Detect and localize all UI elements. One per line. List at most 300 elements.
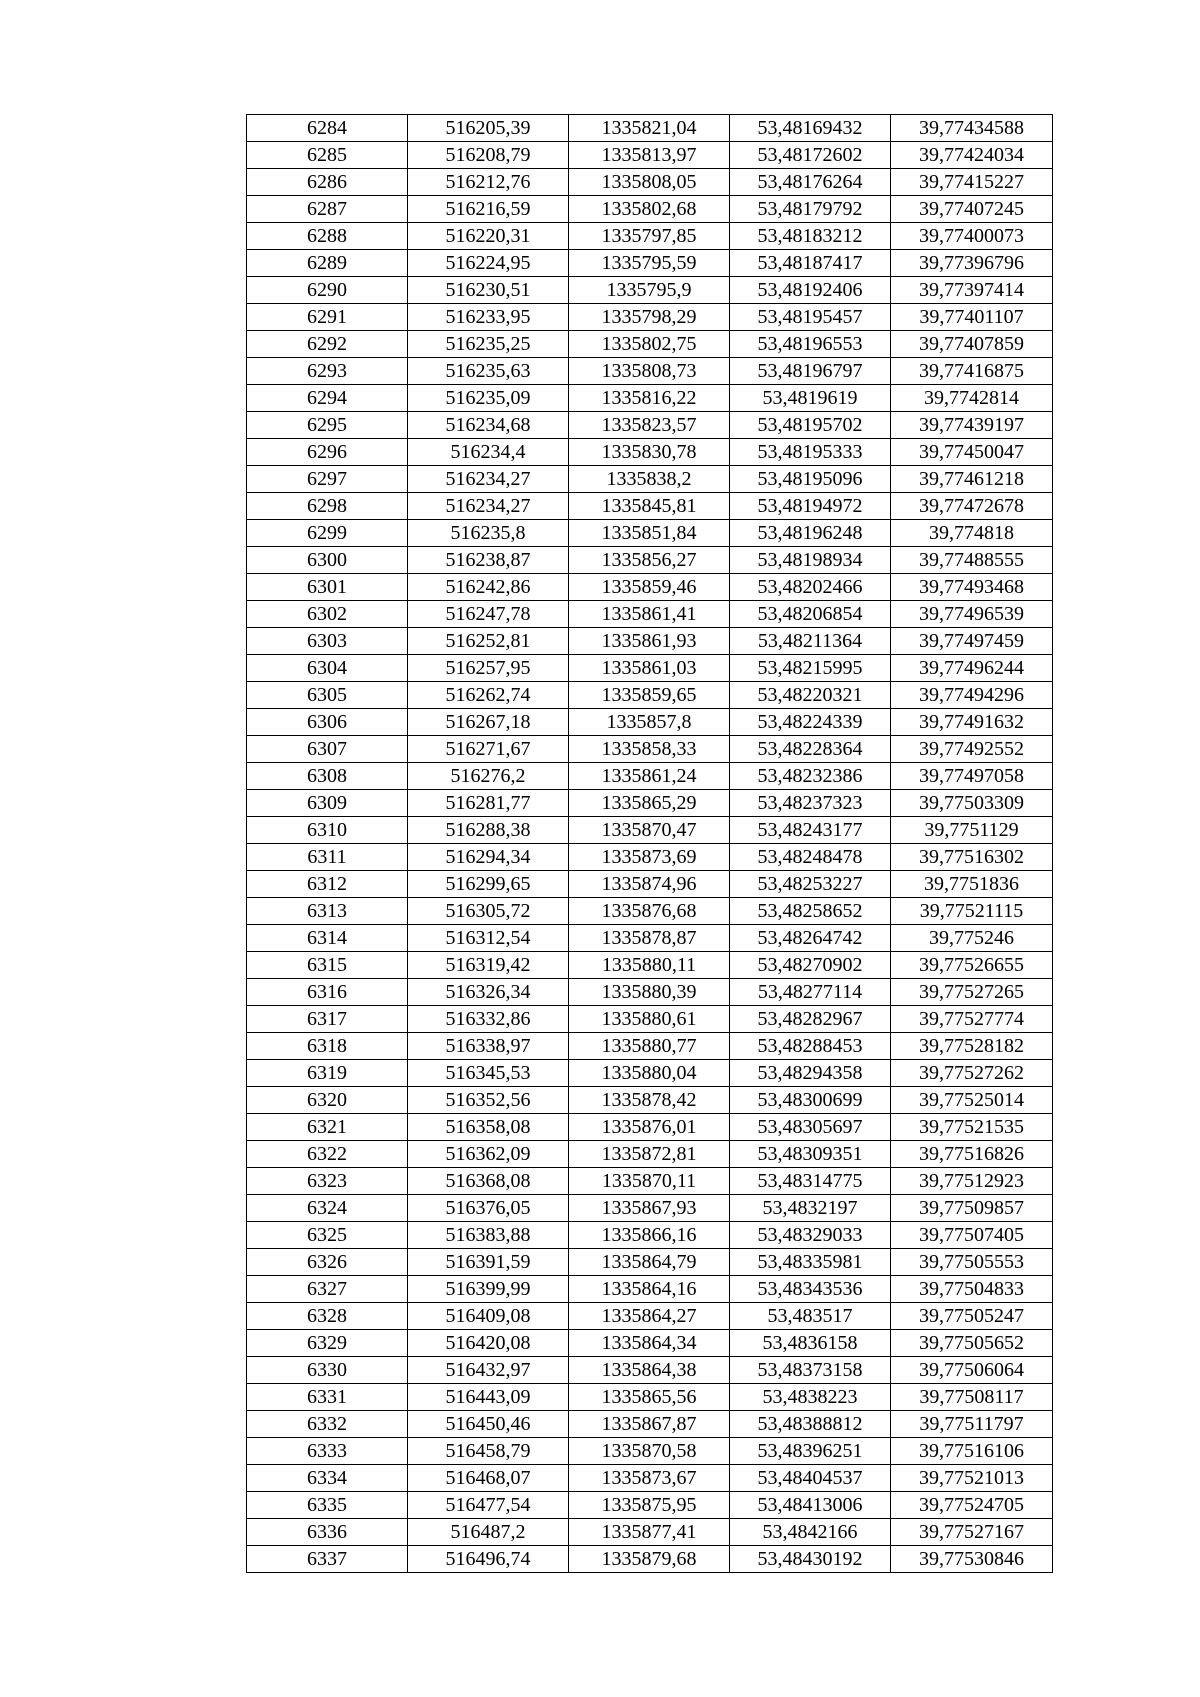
y-coordinate-cell: 1335856,27 [569, 547, 730, 574]
y-coordinate-cell: 1335865,56 [569, 1384, 730, 1411]
longitude-cell: 39,77512923 [891, 1168, 1053, 1195]
x-coordinate-cell: 516487,2 [408, 1519, 569, 1546]
y-coordinate-cell: 1335838,2 [569, 466, 730, 493]
latitude-cell: 53,48300699 [730, 1087, 891, 1114]
table-row [247, 358, 1053, 385]
y-coordinate-cell: 1335875,95 [569, 1492, 730, 1519]
point-number-cell: 6291 [247, 304, 408, 331]
longitude-cell: 39,77509857 [891, 1195, 1053, 1222]
longitude-cell: 39,77511797 [891, 1411, 1053, 1438]
y-coordinate-cell: 1335830,78 [569, 439, 730, 466]
point-number-cell: 6315 [247, 952, 408, 979]
point-number-cell: 6289 [247, 250, 408, 277]
x-coordinate-cell: 516443,09 [408, 1384, 569, 1411]
x-coordinate-cell: 516399,99 [408, 1276, 569, 1303]
y-coordinate-cell: 1335873,69 [569, 844, 730, 871]
y-coordinate-cell: 1335879,68 [569, 1546, 730, 1573]
longitude-cell: 39,77504833 [891, 1276, 1053, 1303]
longitude-cell: 39,77491632 [891, 709, 1053, 736]
point-number-cell: 6304 [247, 655, 408, 682]
x-coordinate-cell: 516305,72 [408, 898, 569, 925]
latitude-cell: 53,48288453 [730, 1033, 891, 1060]
longitude-cell: 39,77516826 [891, 1141, 1053, 1168]
point-number-cell: 6320 [247, 1087, 408, 1114]
point-number-cell: 6309 [247, 790, 408, 817]
longitude-cell: 39,77397414 [891, 277, 1053, 304]
longitude-cell: 39,77424034 [891, 142, 1053, 169]
latitude-cell: 53,48243177 [730, 817, 891, 844]
x-coordinate-cell: 516458,79 [408, 1438, 569, 1465]
table-row [247, 898, 1053, 925]
table-row [247, 628, 1053, 655]
table-row [247, 331, 1053, 358]
latitude-cell: 53,48202466 [730, 574, 891, 601]
y-coordinate-cell: 1335861,41 [569, 601, 730, 628]
x-coordinate-cell: 516345,53 [408, 1060, 569, 1087]
x-coordinate-cell: 516234,27 [408, 466, 569, 493]
latitude-cell: 53,48373158 [730, 1357, 891, 1384]
point-number-cell: 6307 [247, 736, 408, 763]
table-row [247, 1195, 1053, 1222]
y-coordinate-cell: 1335880,77 [569, 1033, 730, 1060]
point-number-cell: 6301 [247, 574, 408, 601]
x-coordinate-cell: 516477,54 [408, 1492, 569, 1519]
point-number-cell: 6324 [247, 1195, 408, 1222]
x-coordinate-cell: 516242,86 [408, 574, 569, 601]
table-row [247, 1168, 1053, 1195]
point-number-cell: 6286 [247, 169, 408, 196]
latitude-cell: 53,48294358 [730, 1060, 891, 1087]
x-coordinate-cell: 516496,74 [408, 1546, 569, 1573]
y-coordinate-cell: 1335880,11 [569, 952, 730, 979]
longitude-cell: 39,77407245 [891, 196, 1053, 223]
point-number-cell: 6326 [247, 1249, 408, 1276]
latitude-cell: 53,48215995 [730, 655, 891, 682]
point-number-cell: 6293 [247, 358, 408, 385]
x-coordinate-cell: 516212,76 [408, 169, 569, 196]
table-row [247, 1033, 1053, 1060]
table-row [247, 547, 1053, 574]
y-coordinate-cell: 1335802,68 [569, 196, 730, 223]
point-number-cell: 6305 [247, 682, 408, 709]
table-row [247, 1060, 1053, 1087]
table-row [247, 520, 1053, 547]
longitude-cell: 39,77400073 [891, 223, 1053, 250]
latitude-cell: 53,48192406 [730, 277, 891, 304]
table-row [247, 682, 1053, 709]
table-row [247, 790, 1053, 817]
longitude-cell: 39,77527262 [891, 1060, 1053, 1087]
table-row [247, 979, 1053, 1006]
point-number-cell: 6306 [247, 709, 408, 736]
longitude-cell: 39,77401107 [891, 304, 1053, 331]
latitude-cell: 53,48232386 [730, 763, 891, 790]
latitude-cell: 53,48187417 [730, 250, 891, 277]
point-number-cell: 6334 [247, 1465, 408, 1492]
table-row [247, 952, 1053, 979]
point-number-cell: 6295 [247, 412, 408, 439]
point-number-cell: 6316 [247, 979, 408, 1006]
x-coordinate-cell: 516368,08 [408, 1168, 569, 1195]
x-coordinate-cell: 516362,09 [408, 1141, 569, 1168]
y-coordinate-cell: 1335816,22 [569, 385, 730, 412]
latitude-cell: 53,4819619 [730, 385, 891, 412]
point-number-cell: 6288 [247, 223, 408, 250]
latitude-cell: 53,48413006 [730, 1492, 891, 1519]
longitude-cell: 39,77521535 [891, 1114, 1053, 1141]
x-coordinate-cell: 516267,18 [408, 709, 569, 736]
point-number-cell: 6303 [247, 628, 408, 655]
table-row [247, 385, 1053, 412]
table-row [247, 1465, 1053, 1492]
latitude-cell: 53,4832197 [730, 1195, 891, 1222]
point-number-cell: 6329 [247, 1330, 408, 1357]
point-number-cell: 6330 [247, 1357, 408, 1384]
table-row [247, 493, 1053, 520]
point-number-cell: 6292 [247, 331, 408, 358]
point-number-cell: 6323 [247, 1168, 408, 1195]
point-number-cell: 6322 [247, 1141, 408, 1168]
x-coordinate-cell: 516338,97 [408, 1033, 569, 1060]
latitude-cell: 53,48179792 [730, 196, 891, 223]
y-coordinate-cell: 1335808,05 [569, 169, 730, 196]
longitude-cell: 39,77472678 [891, 493, 1053, 520]
point-number-cell: 6332 [247, 1411, 408, 1438]
table-row [247, 439, 1053, 466]
y-coordinate-cell: 1335864,16 [569, 1276, 730, 1303]
y-coordinate-cell: 1335861,93 [569, 628, 730, 655]
longitude-cell: 39,77521013 [891, 1465, 1053, 1492]
y-coordinate-cell: 1335845,81 [569, 493, 730, 520]
x-coordinate-cell: 516294,34 [408, 844, 569, 871]
y-coordinate-cell: 1335859,65 [569, 682, 730, 709]
y-coordinate-cell: 1335877,41 [569, 1519, 730, 1546]
x-coordinate-cell: 516208,79 [408, 142, 569, 169]
y-coordinate-cell: 1335797,85 [569, 223, 730, 250]
point-number-cell: 6328 [247, 1303, 408, 1330]
x-coordinate-cell: 516332,86 [408, 1006, 569, 1033]
coordinates-table [246, 114, 1053, 1573]
longitude-cell: 39,77505652 [891, 1330, 1053, 1357]
x-coordinate-cell: 516235,09 [408, 385, 569, 412]
point-number-cell: 6335 [247, 1492, 408, 1519]
latitude-cell: 53,48343536 [730, 1276, 891, 1303]
point-number-cell: 6314 [247, 925, 408, 952]
y-coordinate-cell: 1335851,84 [569, 520, 730, 547]
y-coordinate-cell: 1335865,29 [569, 790, 730, 817]
longitude-cell: 39,77494296 [891, 682, 1053, 709]
longitude-cell: 39,77497459 [891, 628, 1053, 655]
y-coordinate-cell: 1335867,87 [569, 1411, 730, 1438]
y-coordinate-cell: 1335864,27 [569, 1303, 730, 1330]
table-row [247, 277, 1053, 304]
table-row [247, 1276, 1053, 1303]
point-number-cell: 6327 [247, 1276, 408, 1303]
longitude-cell: 39,77527265 [891, 979, 1053, 1006]
latitude-cell: 53,48237323 [730, 790, 891, 817]
x-coordinate-cell: 516235,63 [408, 358, 569, 385]
point-number-cell: 6317 [247, 1006, 408, 1033]
table-row [247, 1006, 1053, 1033]
longitude-cell: 39,77396796 [891, 250, 1053, 277]
longitude-cell: 39,77505553 [891, 1249, 1053, 1276]
point-number-cell: 6312 [247, 871, 408, 898]
longitude-cell: 39,7751129 [891, 817, 1053, 844]
longitude-cell: 39,77450047 [891, 439, 1053, 466]
y-coordinate-cell: 1335870,58 [569, 1438, 730, 1465]
point-number-cell: 6337 [247, 1546, 408, 1573]
table-row [247, 1519, 1053, 1546]
latitude-cell: 53,48169432 [730, 115, 891, 142]
y-coordinate-cell: 1335857,8 [569, 709, 730, 736]
y-coordinate-cell: 1335878,42 [569, 1087, 730, 1114]
longitude-cell: 39,77496539 [891, 601, 1053, 628]
latitude-cell: 53,48270902 [730, 952, 891, 979]
longitude-cell: 39,77525014 [891, 1087, 1053, 1114]
table-row [247, 871, 1053, 898]
longitude-cell: 39,77527774 [891, 1006, 1053, 1033]
table-row [247, 844, 1053, 871]
longitude-cell: 39,77503309 [891, 790, 1053, 817]
table-row [247, 223, 1053, 250]
x-coordinate-cell: 516205,39 [408, 115, 569, 142]
point-number-cell: 6325 [247, 1222, 408, 1249]
x-coordinate-cell: 516220,31 [408, 223, 569, 250]
latitude-cell: 53,48388812 [730, 1411, 891, 1438]
longitude-cell: 39,77516302 [891, 844, 1053, 871]
x-coordinate-cell: 516230,51 [408, 277, 569, 304]
x-coordinate-cell: 516326,34 [408, 979, 569, 1006]
x-coordinate-cell: 516276,2 [408, 763, 569, 790]
latitude-cell: 53,48172602 [730, 142, 891, 169]
y-coordinate-cell: 1335876,01 [569, 1114, 730, 1141]
latitude-cell: 53,4836158 [730, 1330, 891, 1357]
x-coordinate-cell: 516319,42 [408, 952, 569, 979]
latitude-cell: 53,48309351 [730, 1141, 891, 1168]
table-row [247, 1087, 1053, 1114]
x-coordinate-cell: 516252,81 [408, 628, 569, 655]
point-number-cell: 6294 [247, 385, 408, 412]
table-row [247, 1249, 1053, 1276]
point-number-cell: 6308 [247, 763, 408, 790]
longitude-cell: 39,77488555 [891, 547, 1053, 574]
x-coordinate-cell: 516420,08 [408, 1330, 569, 1357]
latitude-cell: 53,48196553 [730, 331, 891, 358]
point-number-cell: 6311 [247, 844, 408, 871]
latitude-cell: 53,48253227 [730, 871, 891, 898]
y-coordinate-cell: 1335872,81 [569, 1141, 730, 1168]
x-coordinate-cell: 516299,65 [408, 871, 569, 898]
y-coordinate-cell: 1335880,39 [569, 979, 730, 1006]
point-number-cell: 6296 [247, 439, 408, 466]
longitude-cell: 39,77528182 [891, 1033, 1053, 1060]
x-coordinate-cell: 516234,27 [408, 493, 569, 520]
latitude-cell: 53,48258652 [730, 898, 891, 925]
latitude-cell: 53,48264742 [730, 925, 891, 952]
point-number-cell: 6333 [247, 1438, 408, 1465]
table-row [247, 1492, 1053, 1519]
latitude-cell: 53,48194972 [730, 493, 891, 520]
x-coordinate-cell: 516235,25 [408, 331, 569, 358]
latitude-cell: 53,48305697 [730, 1114, 891, 1141]
y-coordinate-cell: 1335813,97 [569, 142, 730, 169]
point-number-cell: 6310 [247, 817, 408, 844]
latitude-cell: 53,48314775 [730, 1168, 891, 1195]
table-row [247, 1141, 1053, 1168]
table-row [247, 304, 1053, 331]
x-coordinate-cell: 516409,08 [408, 1303, 569, 1330]
table-row [247, 763, 1053, 790]
point-number-cell: 6297 [247, 466, 408, 493]
y-coordinate-cell: 1335798,29 [569, 304, 730, 331]
point-number-cell: 6290 [247, 277, 408, 304]
y-coordinate-cell: 1335864,38 [569, 1357, 730, 1384]
latitude-cell: 53,48329033 [730, 1222, 891, 1249]
latitude-cell: 53,48198934 [730, 547, 891, 574]
longitude-cell: 39,77496244 [891, 655, 1053, 682]
x-coordinate-cell: 516312,54 [408, 925, 569, 952]
x-coordinate-cell: 516358,08 [408, 1114, 569, 1141]
y-coordinate-cell: 1335870,11 [569, 1168, 730, 1195]
point-number-cell: 6287 [247, 196, 408, 223]
x-coordinate-cell: 516238,87 [408, 547, 569, 574]
y-coordinate-cell: 1335795,9 [569, 277, 730, 304]
table-row [247, 250, 1053, 277]
table-row [247, 1222, 1053, 1249]
longitude-cell: 39,77527167 [891, 1519, 1053, 1546]
table-row [247, 1384, 1053, 1411]
longitude-cell: 39,77493468 [891, 574, 1053, 601]
y-coordinate-cell: 1335876,68 [569, 898, 730, 925]
table-row [247, 1114, 1053, 1141]
table-row [247, 601, 1053, 628]
x-coordinate-cell: 516257,95 [408, 655, 569, 682]
latitude-cell: 53,4838223 [730, 1384, 891, 1411]
x-coordinate-cell: 516271,67 [408, 736, 569, 763]
latitude-cell: 53,48277114 [730, 979, 891, 1006]
latitude-cell: 53,48195457 [730, 304, 891, 331]
point-number-cell: 6318 [247, 1033, 408, 1060]
point-number-cell: 6299 [247, 520, 408, 547]
y-coordinate-cell: 1335864,34 [569, 1330, 730, 1357]
table-row [247, 709, 1053, 736]
latitude-cell: 53,4842166 [730, 1519, 891, 1546]
latitude-cell: 53,48396251 [730, 1438, 891, 1465]
y-coordinate-cell: 1335880,61 [569, 1006, 730, 1033]
longitude-cell: 39,77492552 [891, 736, 1053, 763]
longitude-cell: 39,77416875 [891, 358, 1053, 385]
longitude-cell: 39,774818 [891, 520, 1053, 547]
y-coordinate-cell: 1335870,47 [569, 817, 730, 844]
point-number-cell: 6285 [247, 142, 408, 169]
latitude-cell: 53,483517 [730, 1303, 891, 1330]
latitude-cell: 53,48220321 [730, 682, 891, 709]
x-coordinate-cell: 516432,97 [408, 1357, 569, 1384]
longitude-cell: 39,7751836 [891, 871, 1053, 898]
x-coordinate-cell: 516391,59 [408, 1249, 569, 1276]
longitude-cell: 39,77506064 [891, 1357, 1053, 1384]
y-coordinate-cell: 1335795,59 [569, 250, 730, 277]
longitude-cell: 39,77434588 [891, 115, 1053, 142]
latitude-cell: 53,48183212 [730, 223, 891, 250]
x-coordinate-cell: 516216,59 [408, 196, 569, 223]
table-row [247, 466, 1053, 493]
longitude-cell: 39,77530846 [891, 1546, 1053, 1573]
table-row [247, 1411, 1053, 1438]
latitude-cell: 53,48211364 [730, 628, 891, 655]
point-number-cell: 6302 [247, 601, 408, 628]
point-number-cell: 6336 [247, 1519, 408, 1546]
y-coordinate-cell: 1335802,75 [569, 331, 730, 358]
latitude-cell: 53,48196248 [730, 520, 891, 547]
latitude-cell: 53,48248478 [730, 844, 891, 871]
latitude-cell: 53,48196797 [730, 358, 891, 385]
longitude-cell: 39,77507405 [891, 1222, 1053, 1249]
table-row [247, 412, 1053, 439]
point-number-cell: 6319 [247, 1060, 408, 1087]
y-coordinate-cell: 1335867,93 [569, 1195, 730, 1222]
table-row [247, 1330, 1053, 1357]
x-coordinate-cell: 516262,74 [408, 682, 569, 709]
point-number-cell: 6313 [247, 898, 408, 925]
longitude-cell: 39,77415227 [891, 169, 1053, 196]
x-coordinate-cell: 516450,46 [408, 1411, 569, 1438]
point-number-cell: 6321 [247, 1114, 408, 1141]
longitude-cell: 39,77516106 [891, 1438, 1053, 1465]
x-coordinate-cell: 516376,05 [408, 1195, 569, 1222]
y-coordinate-cell: 1335866,16 [569, 1222, 730, 1249]
y-coordinate-cell: 1335861,03 [569, 655, 730, 682]
longitude-cell: 39,77407859 [891, 331, 1053, 358]
table-row [247, 1303, 1053, 1330]
longitude-cell: 39,77526655 [891, 952, 1053, 979]
table-row [247, 169, 1053, 196]
table-row [247, 142, 1053, 169]
y-coordinate-cell: 1335821,04 [569, 115, 730, 142]
table-row [247, 196, 1053, 223]
table-row [247, 817, 1053, 844]
latitude-cell: 53,48282967 [730, 1006, 891, 1033]
latitude-cell: 53,48206854 [730, 601, 891, 628]
latitude-cell: 53,48195096 [730, 466, 891, 493]
x-coordinate-cell: 516383,88 [408, 1222, 569, 1249]
table-row [247, 115, 1053, 142]
longitude-cell: 39,775246 [891, 925, 1053, 952]
x-coordinate-cell: 516233,95 [408, 304, 569, 331]
longitude-cell: 39,77461218 [891, 466, 1053, 493]
latitude-cell: 53,48176264 [730, 169, 891, 196]
x-coordinate-cell: 516288,38 [408, 817, 569, 844]
point-number-cell: 6298 [247, 493, 408, 520]
longitude-cell: 39,77497058 [891, 763, 1053, 790]
y-coordinate-cell: 1335823,57 [569, 412, 730, 439]
y-coordinate-cell: 1335858,33 [569, 736, 730, 763]
y-coordinate-cell: 1335864,79 [569, 1249, 730, 1276]
coordinates-table-body [247, 115, 1053, 1573]
y-coordinate-cell: 1335861,24 [569, 763, 730, 790]
table-row [247, 925, 1053, 952]
latitude-cell: 53,48195702 [730, 412, 891, 439]
table-row [247, 736, 1053, 763]
longitude-cell: 39,77439197 [891, 412, 1053, 439]
table-row [247, 1357, 1053, 1384]
table-row [247, 1438, 1053, 1465]
table-row [247, 655, 1053, 682]
x-coordinate-cell: 516281,77 [408, 790, 569, 817]
latitude-cell: 53,48224339 [730, 709, 891, 736]
latitude-cell: 53,48430192 [730, 1546, 891, 1573]
y-coordinate-cell: 1335873,67 [569, 1465, 730, 1492]
